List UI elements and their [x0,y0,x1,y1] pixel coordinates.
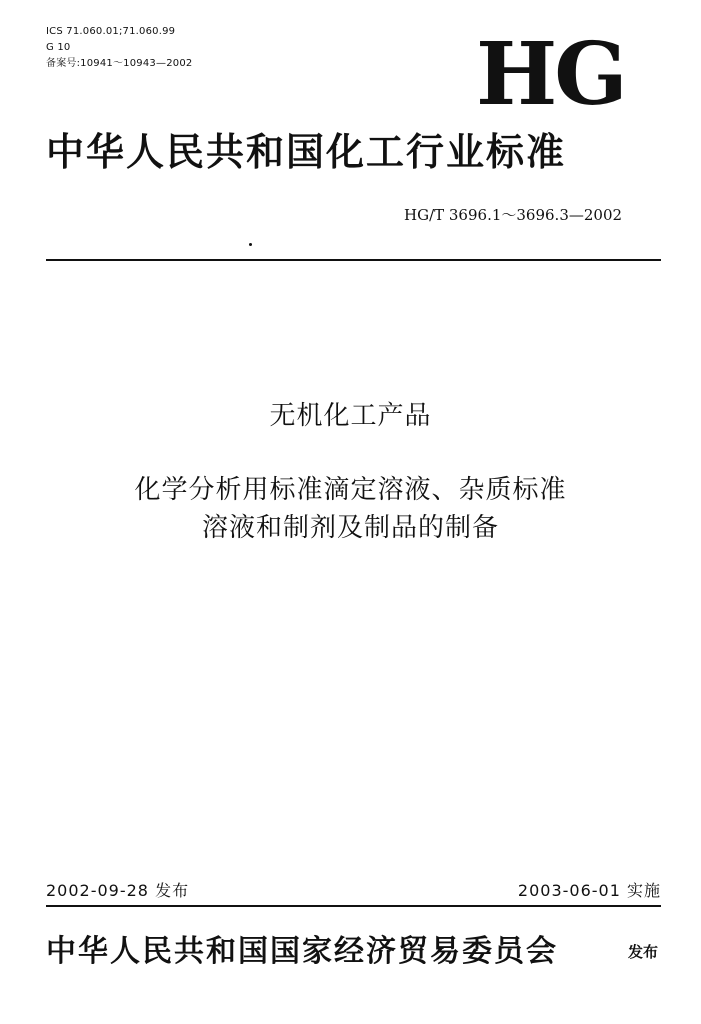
standard-category-title: 中华人民共和国化工行业标准 [46,129,567,174]
standard-number: HG/T 3696.1～3696.3—2002 [404,206,623,224]
issue-label: 发布 [628,943,659,961]
hg-logo: HG [476,24,625,125]
header-meta [46,24,192,72]
publish-date: 2002-09-28 发布 [46,881,190,900]
scan-speck [249,243,252,246]
issuing-authority: 中华人民共和国国家经济贸易委员会 [46,934,558,969]
bottom-divider [46,905,661,907]
top-divider [46,259,661,261]
implement-date: 2003-06-01 实施 [517,881,661,900]
document-title-main: 无机化工产品 [269,401,432,431]
document-title-sub-line1: 化学分析用标准滴定溶液、杂质标准 [134,475,567,505]
document-title-sub-line2: 溶液和制剂及制品的制备 [201,513,499,543]
filing-number: 备案号:10941～10943—2002 [46,58,193,69]
ccs-code: G 10 [46,42,71,53]
ics-code: ICS 71.060.01;71.060.99 [46,26,176,37]
